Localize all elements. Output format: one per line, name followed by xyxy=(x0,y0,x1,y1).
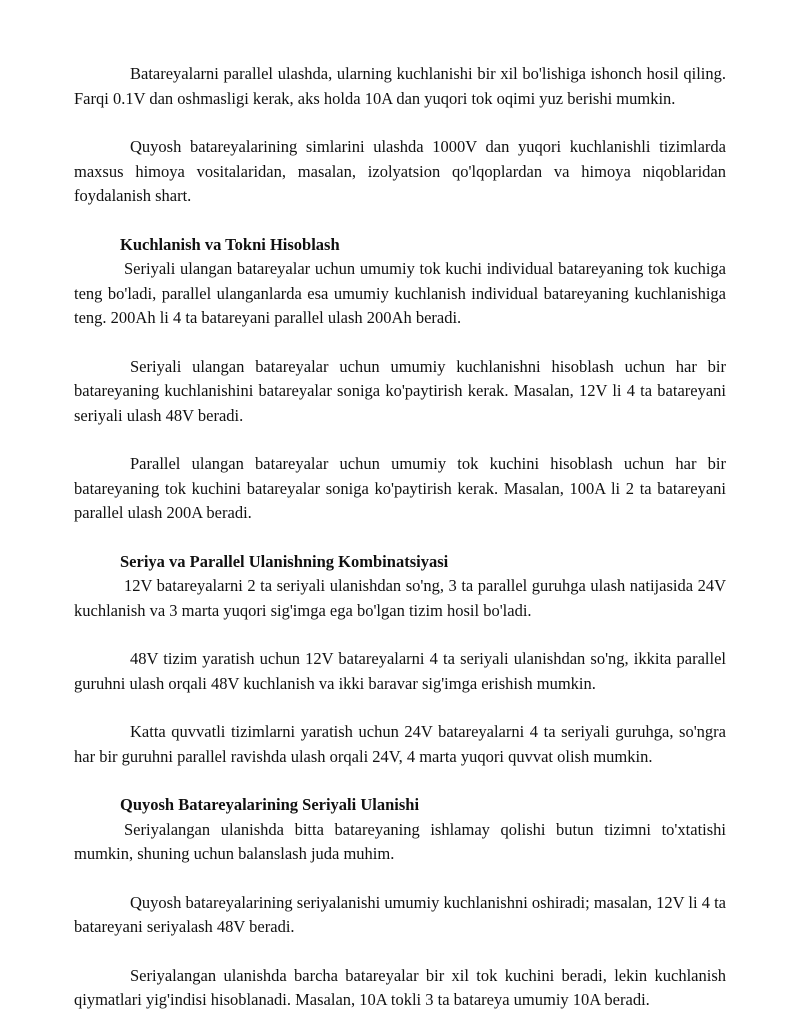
paragraph-parallel-voltage: Batareyalarni parallel ulashda, ularning kuchlanishi bir xil bo'lishiga ishonch hosil qiling. Farqi 0.1V dan oshmasligi kerak, aks holda 10A dan yuqori tok oqimi yuz berishi mumkin. xyxy=(74,64,726,108)
paragraph-safety: Quyosh batareyalarining simlarini ulashda 1000V dan yuqori kuchlanishli tizimlarda maxsus himoya vositalaridan, masalan, izolyatsion qo'lqoplardan va himoya niqoblaridan foydalanish shart. xyxy=(74,137,726,205)
heading-series-connection: Quyosh Batareyalarining Seriyali Ulanishi xyxy=(120,795,420,814)
paragraph-series-increase: Quyosh batareyalarining seriyalanishi umumiy kuchlanishni oshiradi; masalan, 12V li 4 ta batareyani seriyalash 48V beradi. xyxy=(74,892,726,936)
paragraph-combo-24v: 12V batareyalarni 2 ta seriyali ulanishdan so'ng, 3 ta parallel guruhga ulash natijasida 24V kuchlanish va 3 marta yuqori sig'imga ega bo'lgan tizim hosil bo'ladi. xyxy=(74,576,726,620)
heading-voltage-current: Kuchlanish va Tokni Hisoblash xyxy=(120,234,340,254)
paragraph-series-failure: Seriyalangan ulanishda bitta batareyaning ishlamay qolishi butun tizimni to'xtatishi mumkin, shuning uchun balanslash juda muhim. xyxy=(74,819,726,863)
document-page xyxy=(74,62,726,1013)
paragraph-series-current: Seriyalangan ulanishda barcha batareyalar bir xil tok kuchini beradi, lekin kuchlanish qiymatlari yig'indisi hisoblanadi. Masalan, 10A tokli 3 ta batareya umumiy 10A beradi. xyxy=(74,965,726,1009)
paragraph-combo-large: Katta quvvatli tizimlarni yaratish uchun 24V batareyalarni 4 ta seriyali guruhga, so'ngra har bir guruhni parallel ravishda ulash orqali 24V, 4 marta yuqori quvvat olish mumkin. xyxy=(74,722,726,766)
paragraph-combo-48v: 48V tizim yaratish uchun 12V batareyalarni 4 ta seriyali ulanishdan so'ng, ikkita parallel guruhni ulash orqali 48V kuchlanish va ikki baravar sig'imga erishish mumkin. xyxy=(74,649,726,693)
heading-combination: Seriya va Parallel Ulanishning Kombinatsiyasi xyxy=(120,551,449,571)
paragraph-series-voltage: Seriyali ulangan batareyalar uchun umumiy kuchlanishni hisoblash uchun har bir batareyaning kuchlanishini batareyalar soniga ko'paytirish kerak. Masalan, 12V li 4 ta batareyani seriyali ulash 48V beradi. xyxy=(74,356,726,425)
paragraph-parallel-current: Parallel ulangan batareyalar uchun umumiy tok kuchini hisoblash uchun har bir batareyaning tok kuchini batareyalar soniga ko'paytirish kerak. Masalan, 100A li 2 ta batareyani parallel ulash 200A beradi. xyxy=(74,454,726,522)
paragraph-current-rule: Seriyali ulangan batareyalar uchun umumiy tok kuchi individual batareyaning tok kuchiga teng bo'ladi, parallel ulanganlarda esa umumiy kuchlanish individual batareyaning kuchlanishiga teng. 200Ah li 4 ta batareyani parallel ulash 200Ah beradi. xyxy=(74,259,726,327)
